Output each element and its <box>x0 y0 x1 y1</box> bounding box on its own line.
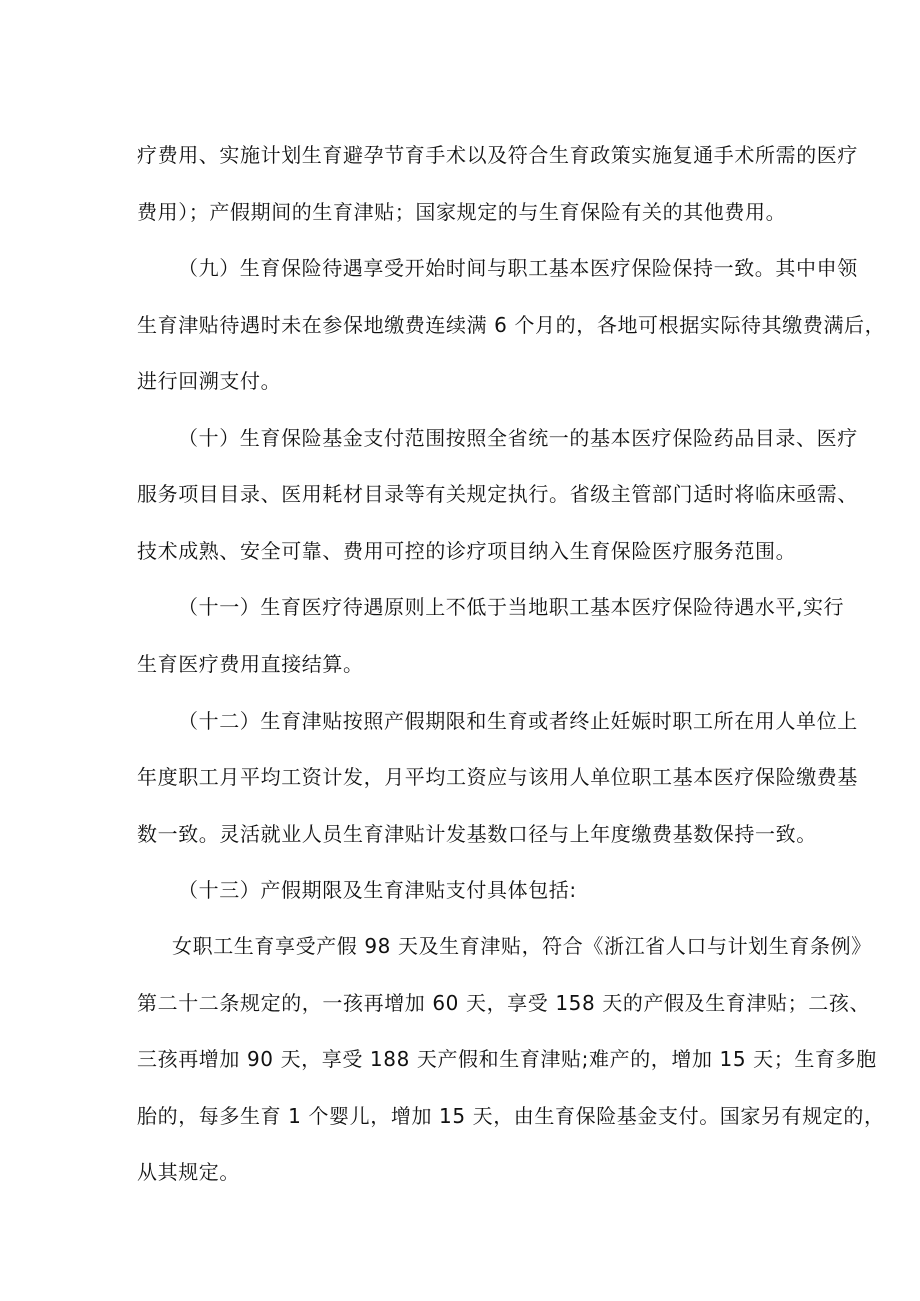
paragraph-10-start: （十）生育保险基金支付范围按照全省统一的基本医疗保险药品目录、医疗 <box>178 426 858 450</box>
text-line: 服务项目目录、医用耗材目录等有关规定执行。省级主管部门适时将临床亟需、 <box>137 482 858 506</box>
text-line: 技术成熟、安全可靠、费用可控的诊疗项目纳入生育保险医疗服务范围。 <box>137 539 797 563</box>
text-line: 三孩再增加 90 天，享受 188 天产假和生育津贴;难产的，增加 15 天；生育多胞 <box>137 1047 877 1071</box>
text-line: 胎的，每多生育 1 个婴儿，增加 15 天，由生育保险基金支付。国家另有规定的， <box>137 1104 885 1128</box>
text-line: 数一致。灵活就业人员生育津贴计发基数口径与上年度缴费基数保持一致。 <box>137 822 817 846</box>
text-line: 生育医疗费用直接结算。 <box>137 652 364 676</box>
paragraph-12-start: （十二）生育津贴按照产假期限和生育或者终止妊娠时职工所在用人单位上 <box>178 709 858 733</box>
paragraph-11-start: （十一）生育医疗待遇原则上不低于当地职工基本医疗保险待遇水平,实行 <box>178 595 845 619</box>
text-line: 生育津贴待遇时未在参保地缴费连续满 6 个月的，各地可根据实际待其缴费满后， <box>137 313 886 337</box>
text-line: 进行回溯支付。 <box>137 369 282 393</box>
text-line: 第二十二条规定的，一孩再增加 60 天，享受 158 天的产假及生育津贴；二孩、 <box>137 991 871 1015</box>
text-line: 年度职工月平均工资计发，月平均工资应与该用人单位职工基本医疗保险缴费基 <box>137 765 858 789</box>
paragraph-9-start: （九）生育保险待遇享受开始时间与职工基本医疗保险保持一致。其中申领 <box>178 256 858 280</box>
text-line: 从其规定。 <box>137 1160 240 1184</box>
text-line: 费用）；产假期间的生育津贴；国家规定的与生育保险有关的其他费用。 <box>137 200 787 224</box>
paragraph-14-start: 女职工生育享受产假 98 天及生育津贴，符合《浙江省人口与计划生育条例》 <box>172 934 872 958</box>
paragraph-13-start: （十三）产假期限及生育津贴支付具体包括: <box>178 878 577 902</box>
text-line: 疗费用、实施计划生育避孕节育手术以及符合生育政策实施复通手术所需的医疗 <box>137 143 858 167</box>
